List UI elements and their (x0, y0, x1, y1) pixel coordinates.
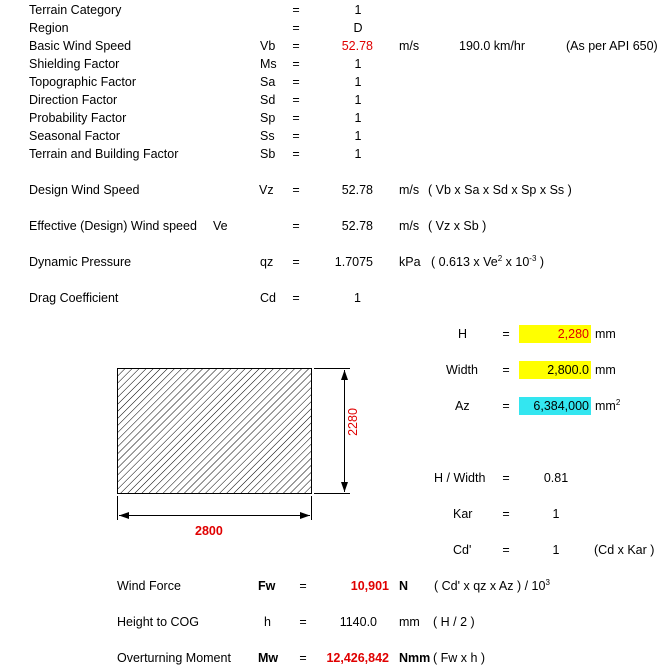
height-to-cog-unit: mm (399, 615, 420, 629)
diagram-height-dimension: 2280 (345, 408, 360, 436)
param-value: 1 (354, 111, 362, 125)
equals-sign: = (299, 651, 307, 665)
cd-prime-value: 1 (552, 543, 560, 557)
cd-prime-label: Cd' (453, 543, 472, 557)
param-value: 1 (354, 57, 362, 71)
dynamic-pressure-unit: kPa (399, 255, 421, 269)
equals-sign: = (292, 93, 300, 107)
param-value: 1 (354, 75, 362, 89)
equals-sign: = (299, 615, 307, 629)
effective-wind-speed-value: 52.78 (341, 219, 373, 233)
effective-wind-speed-label: Effective (Design) Wind speed (29, 219, 197, 233)
area-value: 6,384,000 (533, 399, 589, 413)
effective-wind-speed-symbol: Ve (213, 219, 228, 233)
drag-coefficient-label: Drag Coefficient (29, 291, 119, 305)
dynamic-pressure-formula: ( 0.613 x Ve$^2$ x $10^{-3}$ ) (431, 254, 545, 269)
height-width-ratio-value: 0.81 (543, 471, 569, 485)
wind-force-unit: N (399, 579, 409, 593)
equals-sign: = (292, 147, 300, 161)
overturning-moment-unit: Nmm (399, 651, 431, 665)
param-value: D (353, 21, 363, 35)
param-symbol: Vb (260, 39, 276, 53)
height-arrow-bottom-icon (341, 482, 348, 492)
effective-wind-speed-formula: ( Vz x Sb ) (428, 219, 487, 233)
param-label: Direction Factor (29, 93, 118, 107)
wind-force-label: Wind Force (117, 579, 181, 593)
wind-force-symbol: Fw (258, 579, 276, 593)
height-arrow-top-icon (341, 370, 348, 380)
equals-sign: = (292, 39, 300, 53)
equals-sign: = (299, 579, 307, 593)
overturning-moment-formula: ( Fw x h ) (433, 651, 486, 665)
drag-coefficient-value: 1 (354, 291, 361, 305)
equals-sign: = (292, 3, 300, 17)
height-to-cog-value: 1140.0 (339, 615, 377, 629)
overturning-moment-label: Overturning Moment (117, 651, 231, 665)
param-label: Topographic Factor (29, 75, 137, 89)
equals-sign: = (292, 183, 300, 197)
dynamic-pressure-value: 1.7075 (334, 255, 373, 269)
equals-sign: = (502, 543, 510, 557)
kar-label: Kar (453, 507, 473, 521)
wind-reference: (As per API 650) (566, 39, 658, 53)
height-width-ratio-label: H / Width (434, 471, 486, 485)
param-value: 1 (354, 129, 362, 143)
height-to-cog-formula: ( H / 2 ) (433, 615, 475, 629)
width-label: Width (446, 363, 478, 377)
equals-sign: = (292, 21, 300, 35)
wind-kmh: 190.0 km/hr (459, 39, 526, 53)
param-value: 52.78 (341, 39, 373, 53)
equals-sign: = (502, 399, 510, 413)
design-wind-speed-formula: ( Vb x Sa x Sd x Sp x Ss ) (428, 183, 572, 197)
wind-force-value: 10,901 (350, 579, 389, 593)
hatched-section (118, 369, 312, 494)
param-value: 1 (354, 147, 362, 161)
equals-sign: = (502, 363, 510, 377)
area-label: Az (455, 399, 470, 413)
param-label: Terrain Category (29, 3, 122, 17)
height-value: 2,280 (557, 327, 589, 341)
height-unit: mm (595, 327, 616, 341)
height-to-cog-label: Height to COG (117, 615, 199, 629)
param-symbol: Ms (260, 57, 277, 71)
equals-sign: = (292, 129, 300, 143)
param-symbol: Sp (260, 111, 276, 125)
param-label: Probability Factor (29, 111, 127, 125)
param-symbol: Ss (260, 129, 275, 143)
dynamic-pressure-label: Dynamic Pressure (29, 255, 132, 269)
design-wind-speed-value: 52.78 (341, 183, 373, 197)
tank-section-diagram (105, 360, 385, 550)
dynamic-pressure-symbol: qz (260, 255, 274, 269)
width-value: 2,800.0 (547, 363, 589, 377)
wind-unit: m/s (399, 39, 420, 53)
param-symbol: Sd (260, 93, 276, 107)
equals-sign: = (292, 111, 300, 125)
width-unit: mm (595, 363, 616, 377)
param-value: 1 (354, 3, 362, 17)
width-arrow-right-icon (300, 512, 310, 519)
param-symbol: Sa (260, 75, 276, 89)
effective-wind-speed-unit: m/s (399, 219, 420, 233)
param-label: Terrain and Building Factor (29, 147, 179, 161)
wind-force-formula: ( Cd' x qz x Az ) / $10^3$ (434, 578, 550, 593)
design-wind-speed-unit: m/s (399, 183, 420, 197)
width-arrow-left-icon (119, 512, 129, 519)
equals-sign: = (292, 57, 300, 71)
param-symbol: Sb (260, 147, 276, 161)
drag-coefficient-symbol: Cd (260, 291, 276, 305)
equals-sign: = (292, 219, 300, 233)
param-value: 1 (354, 93, 362, 107)
design-wind-speed-label: Design Wind Speed (29, 183, 140, 197)
equals-sign: = (292, 291, 300, 305)
equals-sign: = (502, 327, 510, 341)
equals-sign: = (292, 75, 300, 89)
equals-sign: = (502, 507, 510, 521)
cd-prime-formula: (Cd x Kar ) (594, 543, 655, 557)
param-label: Seasonal Factor (29, 129, 121, 143)
kar-value: 1 (552, 507, 560, 521)
overturning-moment-value: 12,426,842 (326, 651, 389, 665)
overturning-moment-symbol: Mw (258, 651, 279, 665)
equals-sign: = (502, 471, 510, 485)
param-label: Basic Wind Speed (29, 39, 132, 53)
param-label: Shielding Factor (29, 57, 120, 71)
diagram-width-dimension: 2800 (195, 524, 223, 538)
design-wind-speed-symbol: Vz (259, 183, 274, 197)
param-label: Region (29, 21, 69, 35)
equals-sign: = (292, 255, 300, 269)
area-unit: $mm^2$ (595, 398, 621, 413)
height-label: H (458, 327, 468, 341)
height-to-cog-symbol: h (264, 615, 271, 629)
